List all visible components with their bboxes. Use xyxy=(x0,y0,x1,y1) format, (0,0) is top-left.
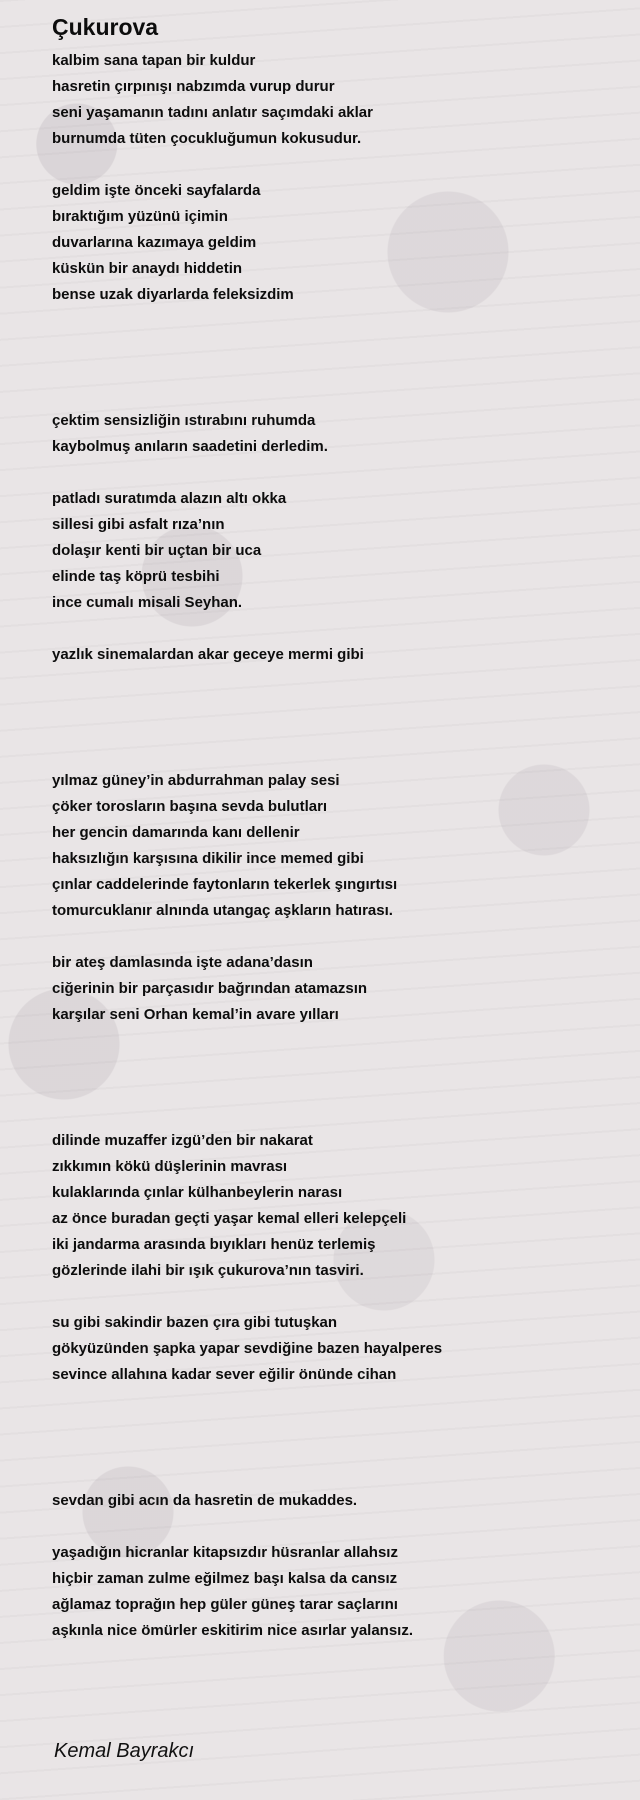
section-gap xyxy=(52,1388,622,1488)
poem-line: ince cumalı misali Seyhan. xyxy=(52,594,243,611)
poem-author: Kemal Bayrakcı xyxy=(54,1740,195,1762)
poem-line: yaşadığın hicranlar kitapsızdır hüsranlar allahsız xyxy=(52,1544,398,1561)
stanza-gap xyxy=(52,152,622,178)
poem-line: çınlar caddelerinde faytonların tekerlek şıngırtısı xyxy=(52,876,398,893)
poem-line: kulaklarında çınlar külhanbeylerin narası xyxy=(52,1184,343,1201)
poem-line: sillesi gibi asfalt rıza’nın xyxy=(52,516,225,533)
poem-line: patladı suratımda alazın altı okka xyxy=(52,490,287,507)
stanza-4 xyxy=(52,486,622,616)
stanza-5 xyxy=(52,642,622,668)
poem-line: yılmaz güney’in abdurrahman palay sesi xyxy=(52,772,340,789)
section-gap xyxy=(52,308,622,408)
poem-line: duvarlarına kazımaya geldim xyxy=(52,234,257,251)
poem-line: gözlerinde ilahi bir ışık çukurova’nın tasviri. xyxy=(52,1262,364,1279)
poem-line: elinde taş köprü tesbihi xyxy=(52,568,220,585)
poem-line: kalbim sana tapan bir kuldur xyxy=(52,52,256,69)
stanza-gap xyxy=(52,1284,622,1310)
poem-line: sevdan gibi acın da hasretin de mukaddes. xyxy=(52,1492,358,1509)
poem-line: ciğerinin bir parçasıdır bağrından atamazsın xyxy=(52,980,368,997)
poem-line: tomurcuklanır alnında utangaç aşkların hatırası. xyxy=(52,902,393,919)
poem-line: çöker torosların başına sevda bulutları xyxy=(52,798,328,815)
poem-line: bir ateş damlasında işte adana’dasın xyxy=(52,954,313,971)
poem-line: sevince allahına kadar sever eğilir önünde cihan xyxy=(52,1366,397,1383)
stanza-1 xyxy=(52,48,622,152)
poem-line: dilinde muzaffer izgü’den bir nakarat xyxy=(52,1132,313,1149)
poem-line: iki jandarma arasında bıyıkları henüz terlemiş xyxy=(52,1236,376,1253)
poem-line: yazlık sinemalardan akar geceye mermi gibi xyxy=(52,646,364,663)
stanza-6 xyxy=(52,768,622,924)
poem-line: geldim işte önceki sayfalarda xyxy=(52,182,261,199)
poem-line: aşkınla nice ömürler eskitirim nice asırlar yalansız. xyxy=(52,1622,414,1639)
stanza-2 xyxy=(52,178,622,308)
stanza-gap xyxy=(52,460,622,486)
poem-line: zıkkımın kökü düşlerinin mavrası xyxy=(52,1158,288,1175)
poem-line: karşılar seni Orhan kemal’in avare yılları xyxy=(52,1006,339,1023)
section-gap xyxy=(52,668,622,768)
poem-container xyxy=(52,12,622,1644)
stanza-11 xyxy=(52,1540,622,1644)
poem-line: hasretin çırpınışı nabzımda vurup durur xyxy=(52,78,335,95)
poem-line: bense uzak diyarlarda feleksizdim xyxy=(52,286,294,303)
poem-line: su gibi sakindir bazen çıra gibi tutuşkan xyxy=(52,1314,338,1331)
stanza-8 xyxy=(52,1128,622,1284)
poem-line: gökyüzünden şapka yapar sevdiğine bazen hayalperes xyxy=(52,1340,443,1357)
poem-line: bıraktığım yüzünü içimin xyxy=(52,208,228,225)
poem-line: az önce buradan geçti yaşar kemal elleri kelepçeli xyxy=(52,1210,407,1227)
poem-line: burnumda tüten çocukluğumun kokusudur. xyxy=(52,130,362,147)
poem-line: seni yaşamanın tadını anlatır saçımdaki aklar xyxy=(52,104,373,121)
stanza-7 xyxy=(52,950,622,1028)
stanza-10 xyxy=(52,1488,622,1514)
poem-line: her gencin damarında kanı dellenir xyxy=(52,824,300,841)
poem-line: hiçbir zaman zulme eğilmez başı kalsa da cansız xyxy=(52,1570,398,1587)
stanza-9 xyxy=(52,1310,622,1388)
poem-line: dolaşır kenti bir uçtan bir uca xyxy=(52,542,262,559)
section-gap xyxy=(52,1028,622,1128)
poem-line: haksızlığın karşısına dikilir ince memed gibi xyxy=(52,850,364,867)
stanza-gap xyxy=(52,924,622,950)
stanza-gap xyxy=(52,616,622,642)
poem-line: küskün bir anaydı hiddetin xyxy=(52,260,243,277)
stanza-3 xyxy=(52,408,622,460)
poem-line: çektim sensizliğin ıstırabını ruhumda xyxy=(52,412,316,429)
poem-line: kaybolmuş anıların saadetini derledim. xyxy=(52,438,328,455)
poem-line: ağlamaz toprağın hep güler güneş tarar saçlarını xyxy=(52,1596,398,1613)
stanza-gap xyxy=(52,1514,622,1540)
poem-title: Çukurova xyxy=(52,14,159,40)
